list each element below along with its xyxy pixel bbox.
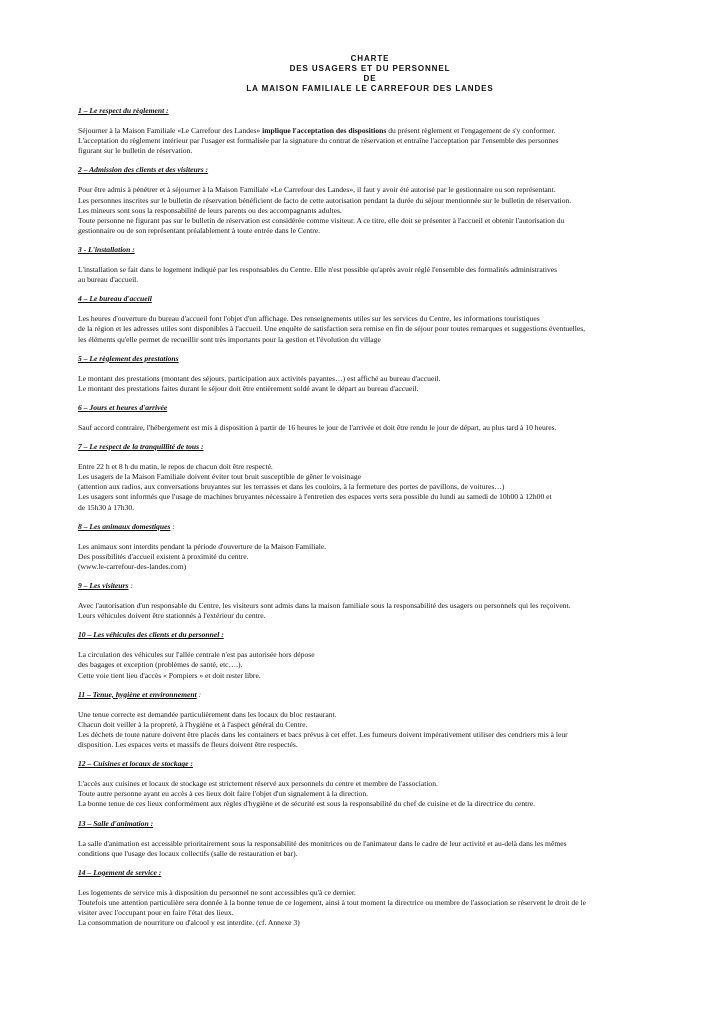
body-line: Les usagers de la Maison Familiale doivent éviter tout bruit susceptible de gêner le voisinage xyxy=(78,472,362,482)
section-heading: 13 – Salle d'animation : xyxy=(78,818,154,828)
body-line: Une tenue correcte est demandée particulièrement dans les locaux du bloc restaurant. xyxy=(78,709,337,719)
section-body xyxy=(78,374,662,394)
body-line: (www.le-carrefour-des-landes.com) xyxy=(78,561,187,571)
section-heading: 6 – Jours et heures d'arrivée xyxy=(78,402,168,412)
body-line: Les usagers sont informés que l'usage de machines bruyantes nécessaire à l'entretien des espaces verts sera possible du lundi au samedi de 10h00 à 12h00 et xyxy=(78,492,552,502)
body-line: Séjourner à la Maison Familiale «Le Carrefour des Landes» implique l'acceptation des dispositions du présent règlement et l'engagement de s'y conformer. xyxy=(78,126,556,136)
section-body xyxy=(78,888,662,928)
body-line: L'acceptation du règlement intérieur par l'usager est formalisée par la signature du contrat de réservation et entraîne l'acceptation par l'ensemble des personnes xyxy=(78,136,559,146)
section-body xyxy=(78,601,662,621)
body-line: Les animaux sont interdits pendant la période d'ouverture de la Maison Familiale. xyxy=(78,541,327,551)
section-body xyxy=(78,265,662,285)
section-8-animaux xyxy=(78,522,662,572)
section-heading: 10 – Les véhicules des clients et du personnel : xyxy=(78,630,224,640)
section-heading: 14 – Logement de service : xyxy=(78,867,162,877)
section-heading: 5 – Le règlement des prestations xyxy=(78,353,179,363)
body-line: Les mineurs sont sous la responsabilité de leurs parents ou des accompagnants adultes. xyxy=(78,205,342,215)
section-heading: 1 – Le respect du règlement : xyxy=(78,106,169,115)
section-3-installation xyxy=(78,245,662,285)
body-line: La bonne tenue de ces lieux conformément aux règles d'hygiène et de sécurité est sous la responsabilité du chef de cuisine et de la directrice du centre. xyxy=(78,799,536,809)
body-line: La consommation de nourriture ou d'alcool y est interdite. (cf. Annexe 3) xyxy=(78,918,300,928)
section-body xyxy=(78,710,662,750)
title-line-2: DES USAGERS ET DU PERSONNEL xyxy=(289,64,451,73)
title-line-4: LA MAISON FAMILIALE LE CARREFOUR DES LANDES xyxy=(246,84,494,93)
body-line: des bagages et exception (problèmes de santé, etc….). xyxy=(78,660,243,670)
heading-tail: : xyxy=(128,581,133,590)
section-body xyxy=(78,542,662,572)
body-line: figurant sur le bulletin de réservation. xyxy=(78,146,193,156)
body-line: Toute personne ne figurant pas sur le bulletin de réservation est considérée comme visiteur. A ce titre, elle doit se présenter à l'accueil et obtenir l'autorisation du xyxy=(78,215,565,225)
section-4-bureau-accueil xyxy=(78,294,662,344)
section-heading: 12 – Cuisines et locaux de stockage : xyxy=(78,759,193,769)
body-line: Pour être admis à pénétrer et à séjourner à la Maison Familiale «Le Carrefour des Landes», il faut y avoir été autorisé par le gestionnaire ou son représentant. xyxy=(78,185,556,195)
body-line: L'accès aux cuisines et locaux de stockage est strictement réservé aux personnels du centre et membre de l'association. xyxy=(78,779,438,789)
section-heading: 3 - L'installation : xyxy=(78,244,135,254)
body-line: Les heures d'ouverture du bureau d'accueil font l'objet d'un affichage. Des renseignements utiles sur les services du Centre, les informations touristiques xyxy=(78,314,540,324)
section-13-salle-animation xyxy=(78,819,662,859)
section-body xyxy=(78,462,662,512)
section-heading: 11 – Tenue, hygiène et environnement xyxy=(78,689,197,699)
body-line: de la région et les adresses utiles sont disponibles à l'accueil. Une enquête de satisfaction sera remise en fin de séjour pour toutes remarques et suggestions éventuelles, xyxy=(78,324,586,334)
section-12-cuisines xyxy=(78,759,662,809)
charter-title xyxy=(78,54,662,94)
body-line: les éléments qu'elle permet de recueillir sont très importants pour la gestion et l'évolution du village xyxy=(78,334,381,344)
section-2-admission xyxy=(78,165,662,236)
body-line: Entre 22 h et 8 h du matin, le repos de chacun doit être respecté. xyxy=(78,462,273,472)
body-line: de 15h30 à 17h30. xyxy=(78,502,135,512)
body-line: conditions que l'usage des locaux collectifs (salle de restauration et bar). xyxy=(78,848,298,858)
section-9-visiteurs xyxy=(78,581,662,621)
section-7-tranquillite xyxy=(78,442,662,513)
body-line: Sauf accord contraire, l'hébergement est mis à disposition à partir de 16 heures le jour de l'arrivée et doit être rendu le jour de départ, au plus tard à 10 heures. xyxy=(78,422,557,432)
body-line: visiter avec l'occupant pour en faire l'état des lieux. xyxy=(78,908,234,918)
section-6-jours-arrivee xyxy=(78,403,662,433)
section-body xyxy=(78,650,662,680)
section-heading: 4 – Le bureau d'accueil xyxy=(78,294,152,304)
body-line: Leurs véhicules doivent être stationnés à l'extérieur du centre. xyxy=(78,611,266,621)
body-line: L'installation se fait dans le logement indiqué par les responsables du Centre. Elle n'est possible qu'après avoir réglé l'ensemble des formalités administratives xyxy=(78,265,558,275)
body-line: (attention aux radios, aux conversations bruyantes sur les terrasses et dans les couloirs, à la fermeture des portes de pavillons, de voitures…) xyxy=(78,482,505,492)
body-line: Les logements de service mis à disposition du personnel ne sont accessibles qu'à ce dernier. xyxy=(78,887,356,897)
section-body xyxy=(78,423,662,433)
body-line: Les personnes inscrites sur le bulletin de réservation bénéficient de facto de cette autorisation pendant la durée du séjour mentionnée sur le bulletin de réservation. xyxy=(78,195,572,205)
body-line: Toutefois une attention particulière sera donnée à la bonne tenue de ce logement, ainsi à tout moment la directrice ou membre de l'association se réservent le droit de le xyxy=(78,897,586,907)
body-line: Le montant des prestations (montant des séjours, participation aux activités payantes…) est affiché au bureau d'accueil. xyxy=(78,373,441,383)
section-heading: 2 – Admission des clients et des visiteurs : xyxy=(78,165,209,175)
section-body xyxy=(78,839,662,859)
body-line: Toute autre personne ayant eu accès à ces lieux doit faire l'objet d'un signalement à la direction. xyxy=(78,789,369,799)
body-line: au bureau d'accueil. xyxy=(78,275,139,285)
heading-tail: : xyxy=(196,689,202,699)
body-line: disposition. Les espaces verts et massifs de fleurs doivent être respectés. xyxy=(78,740,298,750)
section-14-logement-service xyxy=(78,868,662,928)
body-line: Les déchets de toute nature doivent être placés dans les containers et bacs prévus à cet effet. Les fumeurs doivent impérativement utiliser des cendriers mis à leur xyxy=(78,729,568,739)
section-1-reglement xyxy=(78,106,662,156)
title-line-3: DE xyxy=(363,74,377,83)
heading-tail: : xyxy=(170,521,175,531)
section-5-prestations xyxy=(78,354,662,394)
body-line: gestionnaire ou de son représentant préalablement à toute entrée dans le Centre. xyxy=(78,225,321,235)
section-body xyxy=(78,185,662,235)
body-line: Des possibilités d'accueil existent à proximité du centre. xyxy=(78,551,249,561)
body-line: La circulation des véhicules sur l'allée centrale n'est pas autorisée hors dépose xyxy=(78,650,315,660)
body-line: Avec l'autorisation d'un responsable du Centre, les visiteurs sont admis dans la maison familiale sous la responsabilité des usagers ou personnels qui les reçoivent. xyxy=(78,601,571,611)
section-body xyxy=(78,314,662,344)
section-heading: 9 – Les visiteurs xyxy=(78,581,129,590)
body-line: Le montant des prestations faites durant le séjour doit être entièrement soldé avant le départ au bureau d'accueil. xyxy=(78,383,419,393)
section-body xyxy=(78,126,662,156)
section-10-vehicules xyxy=(78,630,662,680)
section-heading: 7 – Le respect de la tranquillité de tous : xyxy=(78,442,204,452)
body-line: La salle d'animation est accessible prioritairement sous la responsabilité des monitrices ou de l'animateur dans le cadre de leur activité et au-delà dans les mêmes xyxy=(78,838,567,848)
section-11-tenue-hygiene xyxy=(78,690,662,750)
body-line: Chacun doit veiller à la propreté, à l'hygiène et à l'aspect général du Centre. xyxy=(78,719,308,729)
body-line: Cette voie tient lieu d'accès « Pompiers » et doit rester libre. xyxy=(78,670,261,680)
section-body xyxy=(78,779,662,809)
title-line-1: CHARTE xyxy=(350,54,390,63)
section-heading: 8 – Les animaux domestiques xyxy=(78,521,171,531)
